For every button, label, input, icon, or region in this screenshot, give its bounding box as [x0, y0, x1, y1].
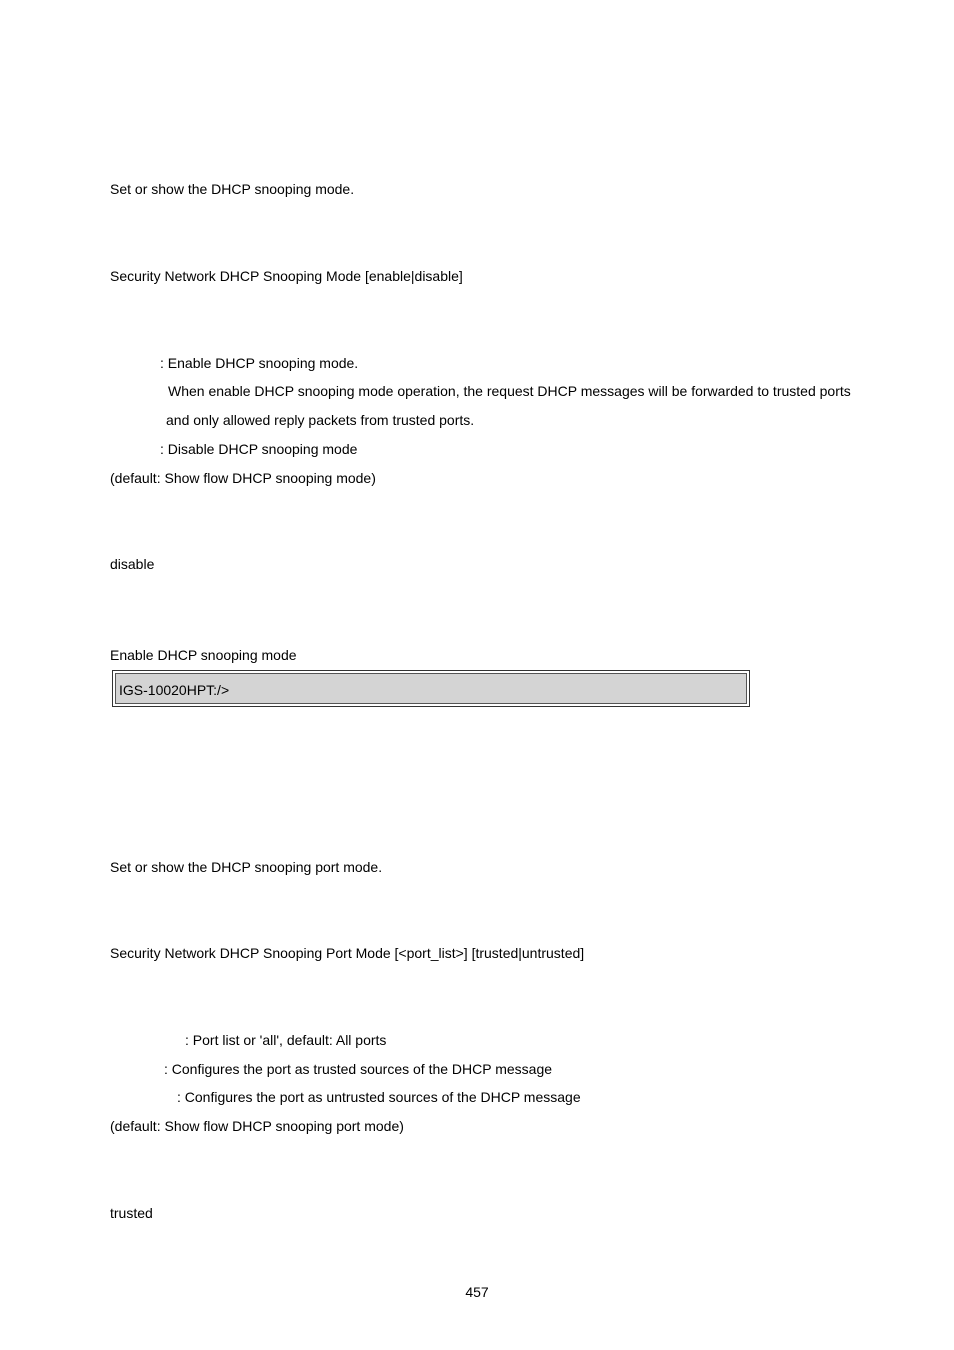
- section2-trusted-param: : Configures the port as trusted sources of the DHCP message: [164, 1061, 553, 1077]
- section2-default-value: trusted: [110, 1205, 153, 1221]
- section1-enable-param: : Enable DHCP snooping mode.: [160, 355, 359, 371]
- section2-default-note: (default: Show flow DHCP snooping port mode): [110, 1118, 404, 1134]
- section2-untrusted-param: : Configures the port as untrusted sources of the DHCP message: [177, 1089, 581, 1105]
- section1-enable-detail-1: When enable DHCP snooping mode operation, the request DHCP messages will be forwarded to trusted ports: [168, 383, 851, 399]
- section2-description: Set or show the DHCP snooping port mode.: [110, 859, 383, 875]
- section1-syntax: Security Network DHCP Snooping Mode [enable|disable]: [110, 268, 463, 284]
- page-number: 457: [465, 1284, 489, 1300]
- example-command-box-inner: [115, 673, 747, 704]
- section1-default-value: disable: [110, 556, 155, 572]
- section1-description: Set or show the DHCP snooping mode.: [110, 181, 355, 197]
- section2-syntax: Security Network DHCP Snooping Port Mode [<port_list>] [trusted|untrusted]: [110, 945, 585, 961]
- section1-default-note: (default: Show flow DHCP snooping mode): [110, 470, 376, 486]
- section2-port-list-param: : Port list or 'all', default: All ports: [185, 1032, 387, 1048]
- example-command-prompt: IGS-10020HPT:/>: [119, 682, 230, 698]
- section1-enable-detail-2: and only allowed reply packets from trusted ports.: [166, 412, 475, 428]
- section1-example-title: Enable DHCP snooping mode: [110, 647, 297, 663]
- section1-disable-param: : Disable DHCP snooping mode: [160, 441, 358, 457]
- example-command-box: [112, 670, 750, 707]
